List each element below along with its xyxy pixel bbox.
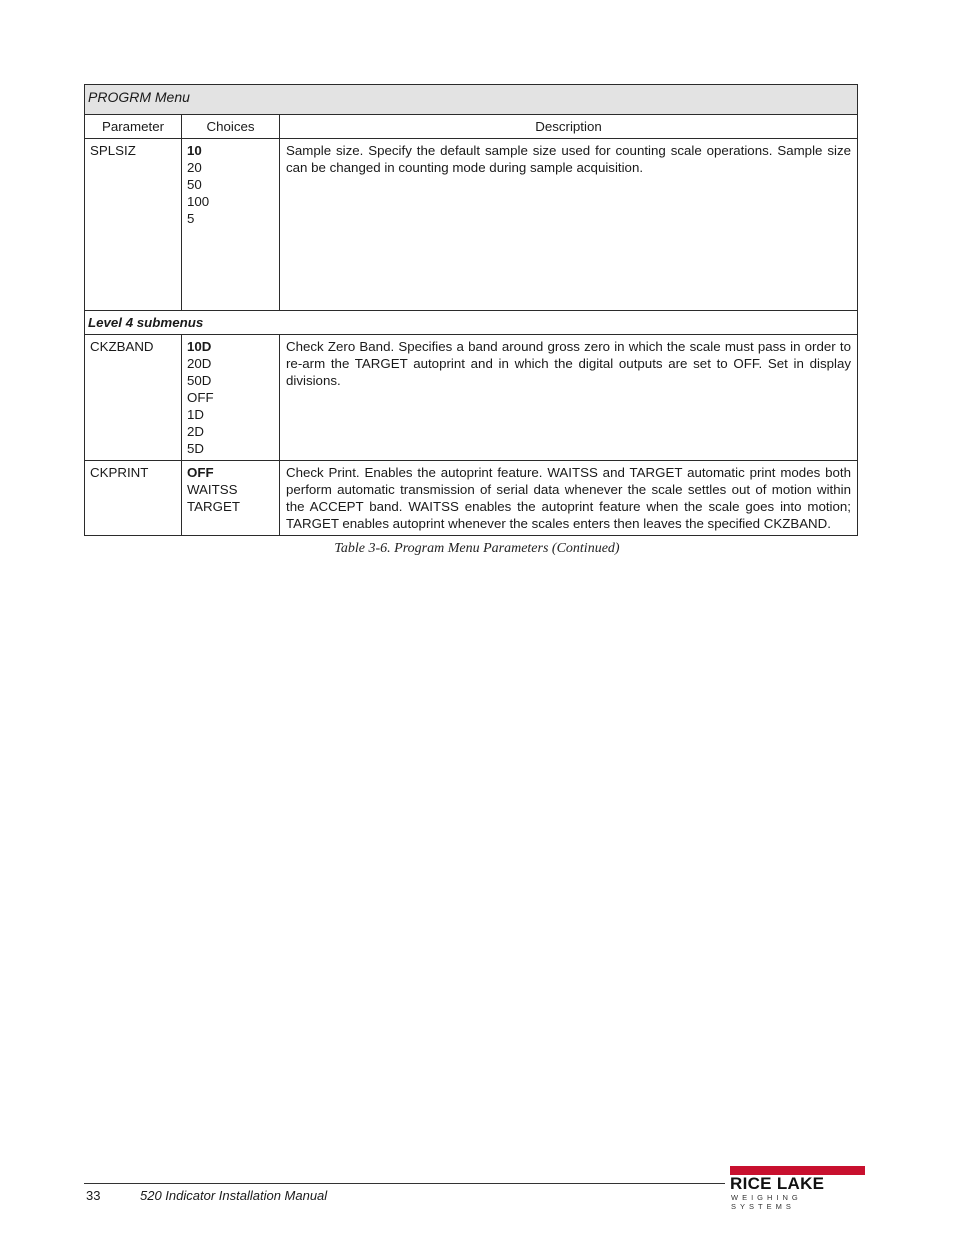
param-cell: SPLSIZ [85,139,182,311]
choice: 20 [187,160,202,175]
rice-lake-logo [730,1166,868,1211]
table-title: PROGRM Menu [85,85,858,115]
table-header-row [85,115,858,139]
choices-cell [182,335,280,461]
choice: 20D [187,356,212,371]
choice-default: OFF [187,465,214,480]
choice: WAITSS [187,482,238,497]
description-cell: Sample size. Specify the default sample size used for counting scale operations. Sample size can be changed in counting mode during sample acquisition. [280,139,858,311]
choice: 5 [187,211,195,226]
header-choices: Choices [182,115,280,139]
header-description: Description [280,115,858,139]
submenu-label-row [85,311,858,335]
choices-cell [182,461,280,536]
footer-divider [84,1183,725,1184]
table-row [85,335,858,461]
choice: 50 [187,177,202,192]
choice: TARGET [187,499,240,514]
param-cell: CKZBAND [85,335,182,461]
choice: 2D [187,424,204,439]
page-number: 33 [86,1188,101,1203]
description-cell: Check Zero Band. Specifies a band around gross zero in which the scale must pass in order to re-arm the TARGET autoprint and in which the digital outputs are set to OFF. Set in display divisions. [280,335,858,461]
description-cell: Check Print. Enables the autoprint feature. WAITSS and TARGET automatic print modes both perform automatic transmission of serial data whenever the scale settles out of motion within the ACCEPT band. WAITSS enables the autoprint feature when the scale goes into motion; TARGET enables autoprint whenever the scales enters then leaves the specified CKZBAND. [280,461,858,536]
param-cell: CKPRINT [85,461,182,536]
choices-cell [182,139,280,311]
submenu-label: Level 4 submenus [85,311,858,335]
choice: 100 [187,194,210,209]
logo-name: RICE LAKE [730,1174,825,1193]
table-row [85,139,858,311]
choice: 50D [187,373,212,388]
choice-default: 10 [187,143,202,158]
choice: OFF [187,390,214,405]
header-parameter: Parameter [85,115,182,139]
choice: 1D [187,407,204,422]
table-row [85,461,858,536]
logo-tagline: WEIGHING SYSTEMS [731,1193,802,1211]
choice: 5D [187,441,204,456]
table-caption: Table 3-6. Program Menu Parameters (Continued) [334,541,620,556]
program-menu-table [84,84,858,536]
table-title-row [85,85,858,115]
choice-default: 10D [187,339,212,354]
manual-title: 520 Indicator Installation Manual [140,1188,328,1203]
